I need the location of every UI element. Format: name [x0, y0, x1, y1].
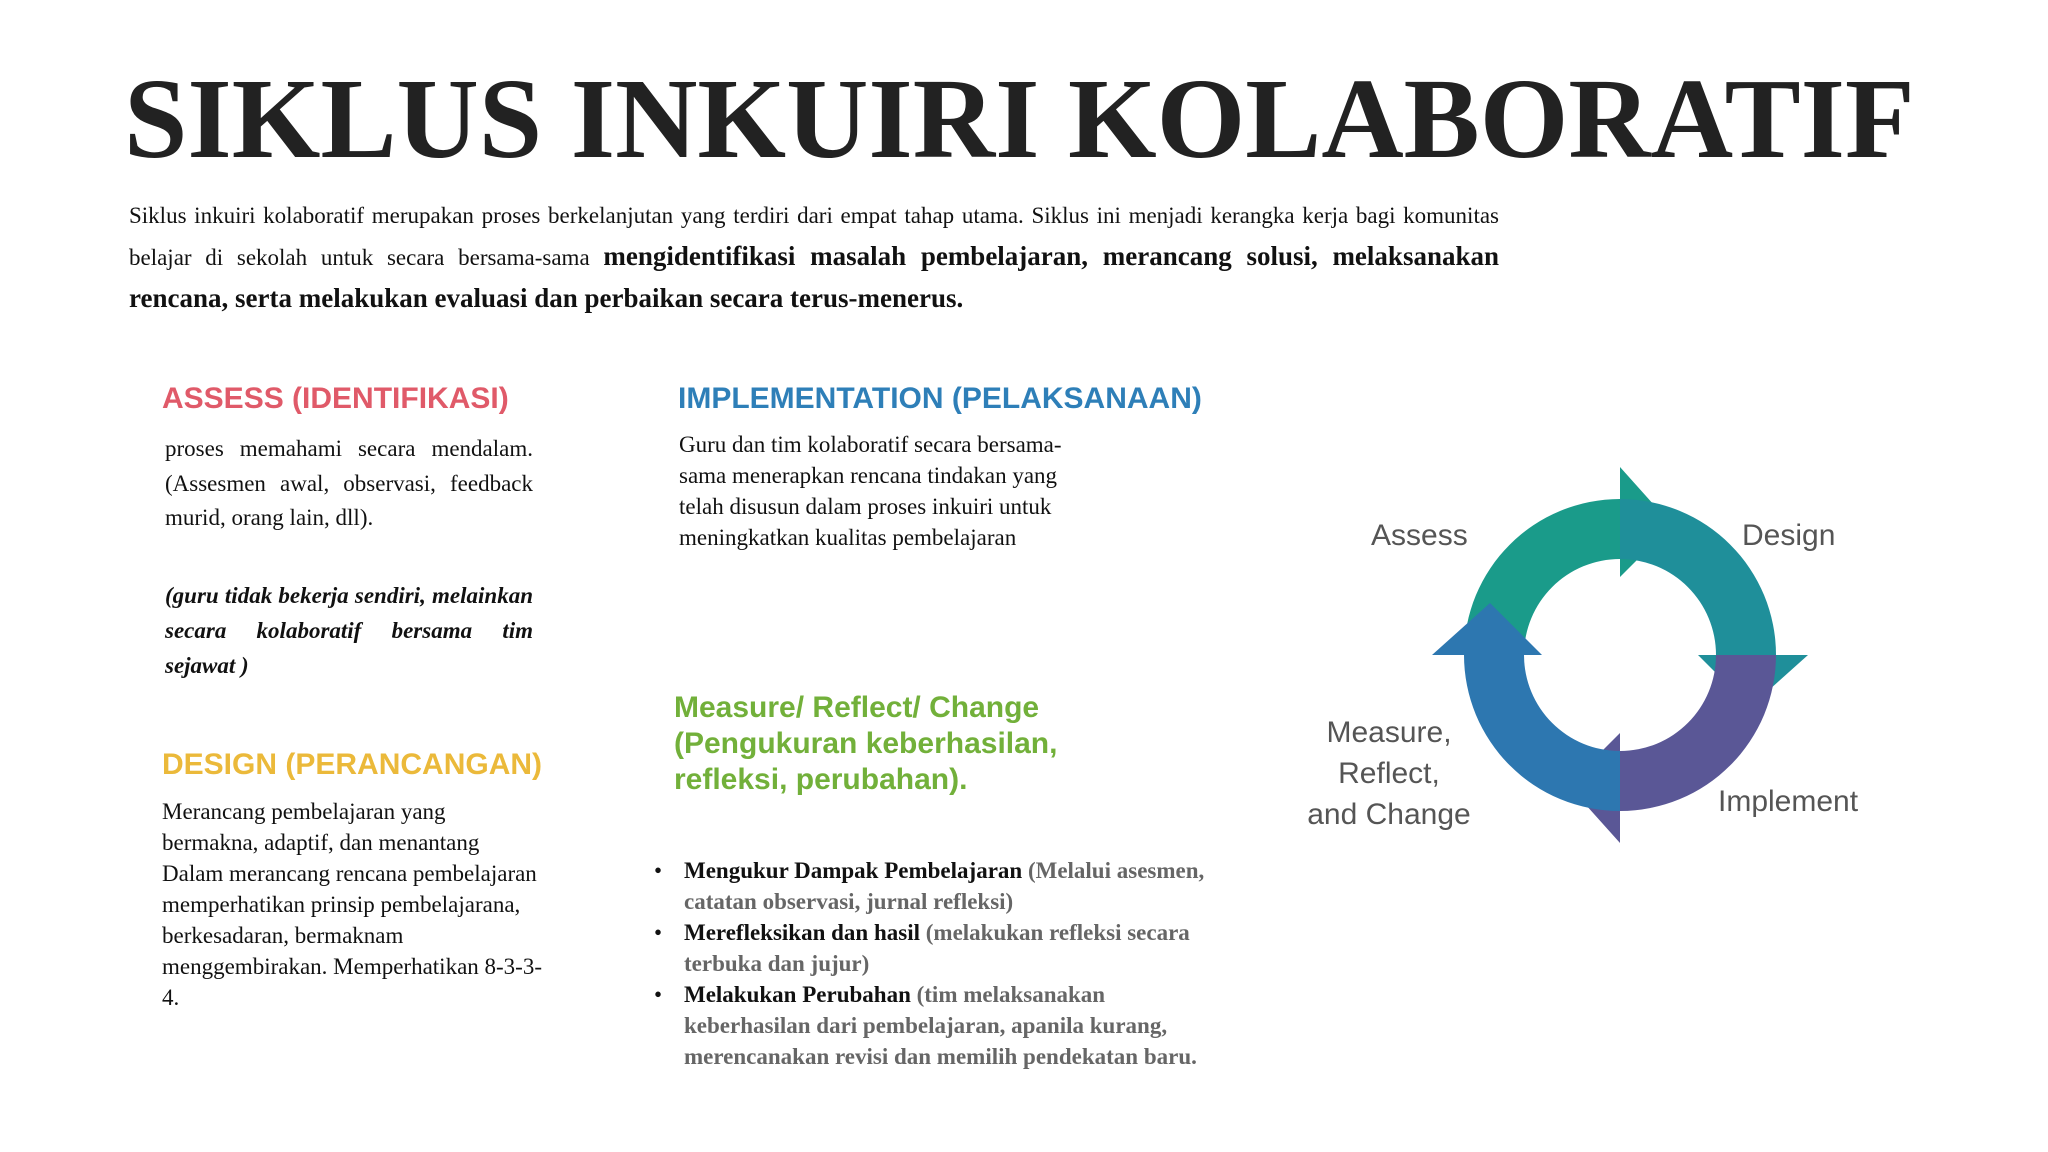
list-item — [654, 917, 1214, 979]
assess-note: (guru tidak bekerja sendiri, melainkan secara kolaboratif bersama tim sejawat ) — [165, 583, 533, 678]
design-heading: DESIGN (PERANCANGAN) — [162, 748, 543, 781]
bullet-icon: • — [654, 982, 663, 1007]
cycle-label-measure-line1: Measure, — [1326, 716, 1452, 749]
page-title: SIKLUS INKUIRI KOLABORATIF — [124, 55, 1915, 182]
assess-heading: ASSESS (IDENTIFIKASI) — [162, 382, 509, 415]
list-item-title: Mengukur Dampak Pembelajaran — [684, 858, 1023, 883]
cycle-label-implement: Implement — [1718, 785, 1859, 818]
implementation-text: Guru dan tim kolaboratif secara bersama-sama menerapkan rencana tindakan yang telah disusun dalam proses inkuiri untuk meningkatkan kualitas pembelajaran — [679, 432, 1062, 550]
design-text: Merancang pembelajaran yang bermakna, adaptif, dan menantang Dalam merancang rencana pembelajaran memperhatikan prinsip pembelajarana, berkesadaran, bermaknam menggembirakan. Memperhatikan 8-3-3-4. — [162, 799, 543, 1010]
assess-text: proses memahami secara mendalam. (Assesmen awal, observasi, feedback murid, orang lain, dll). — [165, 436, 533, 530]
cycle-label-design: Design — [1742, 519, 1836, 552]
bullet-icon: • — [654, 920, 663, 945]
list-item — [654, 979, 1214, 1072]
list-item-title: Merefleksikan dan hasil — [684, 920, 920, 945]
list-item-detail: (melakukan refleksi secara terbuka dan jujur) — [684, 920, 1190, 976]
list-item-detail: (tim melaksanakan keberhasilan dari pembelajaran, apanila kurang, merencanakan revisi dan memilih pendekatan baru. — [684, 982, 1197, 1069]
bullet-icon: • — [654, 858, 663, 883]
cycle-label-assess: Assess — [1371, 519, 1468, 552]
measure-heading: Measure/ Reflect/ Change (Pengukuran keberhasilan, refleksi, perubahan). — [674, 691, 1058, 796]
cycle-label-measure-line3: and Change — [1307, 798, 1471, 831]
cycle-label-measure — [1300, 712, 1478, 835]
list-item-title: Melakukan Perubahan — [684, 982, 911, 1007]
list-item — [654, 855, 1214, 917]
list-item-detail: (Melalui asesmen, catatan observasi, jurnal refleksi) — [684, 858, 1205, 914]
cycle-label-measure-line2: Reflect, — [1338, 757, 1440, 790]
intro-text: Siklus inkuiri kolaboratif merupakan proses berkelanjutan yang terdiri dari empat tahap utama. Siklus ini menjadi kerangka kerja bagi komunitas belajar di sekolah untuk secara bersama-sama — [129, 203, 1499, 270]
implementation-heading: IMPLEMENTATION (PELAKSANAAN) — [678, 382, 1202, 415]
intro-paragraph — [129, 196, 1499, 320]
intro-emphasis: mengidentifikasi masalah pembelajaran, merancang solusi, melaksanakan rencana, serta melakukan evaluasi dan perbaikan secara terus-menerus. — [129, 241, 1499, 313]
measure-list — [654, 855, 1214, 1072]
